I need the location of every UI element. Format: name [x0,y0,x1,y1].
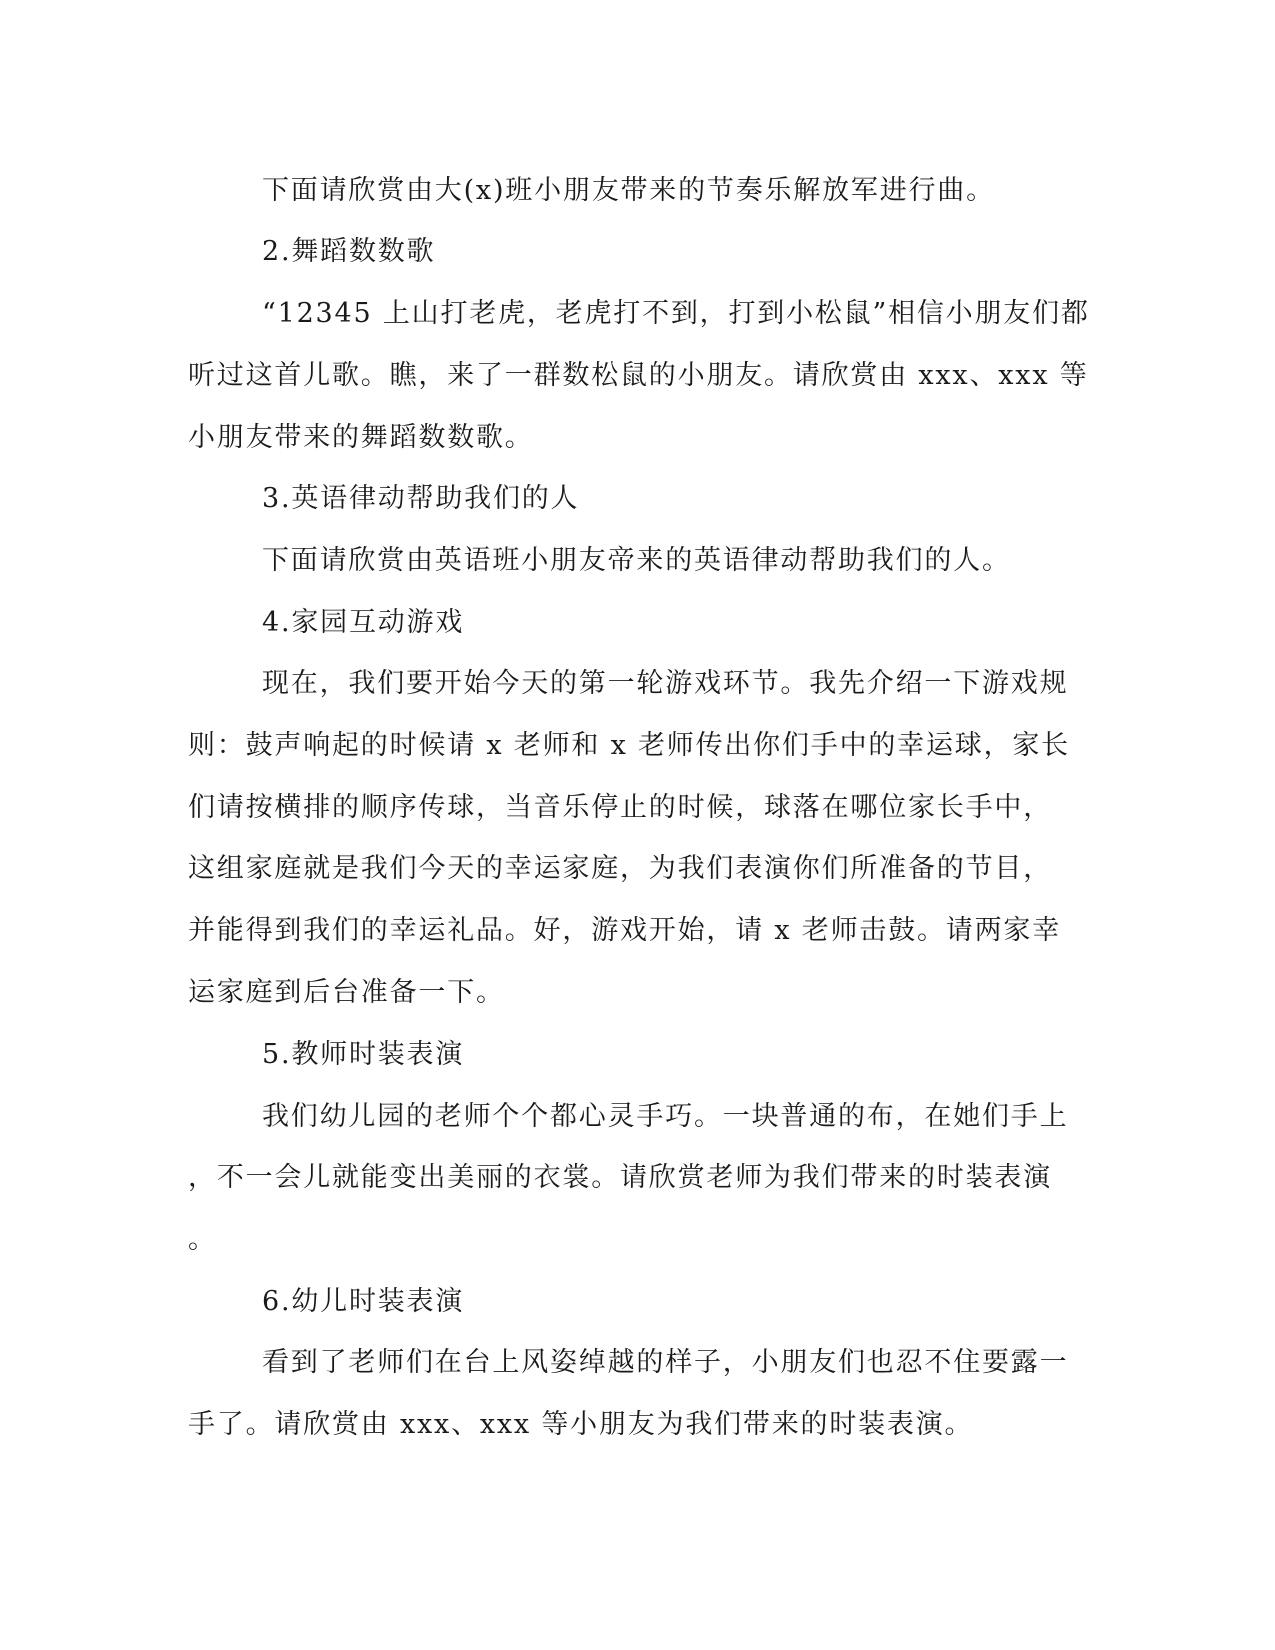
section-heading: 4.家园互动游戏 [262,607,465,638]
text-line: “12345 上山打老虎，老虎打不到，打到小松鼠”相信小朋友们都 [262,298,1090,329]
text-line: 们请按横排的顺序传球，当音乐停止的时候，球落在哪位家长手中， [188,792,1052,823]
section-heading: 6.幼儿时装表演 [262,1286,465,1317]
text-line: 下面请欣赏由大(x)班小朋友带来的节奏乐解放军进行曲。 [262,175,995,206]
text-line: 运家庭到后台准备一下。 [188,977,505,1008]
section-heading: 3.英语律动帮助我们的人 [262,483,580,514]
text-line: 并能得到我们的幸运礼品。好，游戏开始，请 x 老师击鼓。请两家幸 [188,915,1061,946]
text-line: 我们幼儿园的老师个个都心灵手巧。一块普通的布，在她们手上 [262,1101,1069,1132]
text-line: 下面请欣赏由英语班小朋友帝来的英语律动帮助我们的人。 [262,545,1011,576]
section-heading: 2.舞蹈数数歌 [262,236,436,267]
text-line: 现在，我们要开始今天的第一轮游戏环节。我先介绍一下游戏规 [262,668,1069,699]
text-line: 手了。请欣赏由 xxx、xxx 等小朋友为我们带来的时装表演。 [188,1409,974,1440]
text-line: 。 [188,1224,217,1255]
text-line: 听过这首儿歌。瞧，来了一群数松鼠的小朋友。请欣赏由 xxx、xxx 等 [188,360,1089,391]
section-heading: 5.教师时装表演 [262,1039,465,1070]
text-line: 看到了老师们在台上风姿绰越的样子，小朋友们也忍不住要露一 [262,1347,1069,1378]
text-line: ，不一会儿就能变出美丽的衣裳。请欣赏老师为我们带来的时装表演 [188,1162,1052,1193]
text-line: 则：鼓声响起的时候请 x 老师和 x 老师传出你们手中的幸运球，家长 [188,730,1070,761]
text-line: 这组家庭就是我们今天的幸运家庭，为我们表演你们所准备的节目， [188,853,1052,884]
text-line: 小朋友带来的舞蹈数数歌。 [188,422,534,453]
